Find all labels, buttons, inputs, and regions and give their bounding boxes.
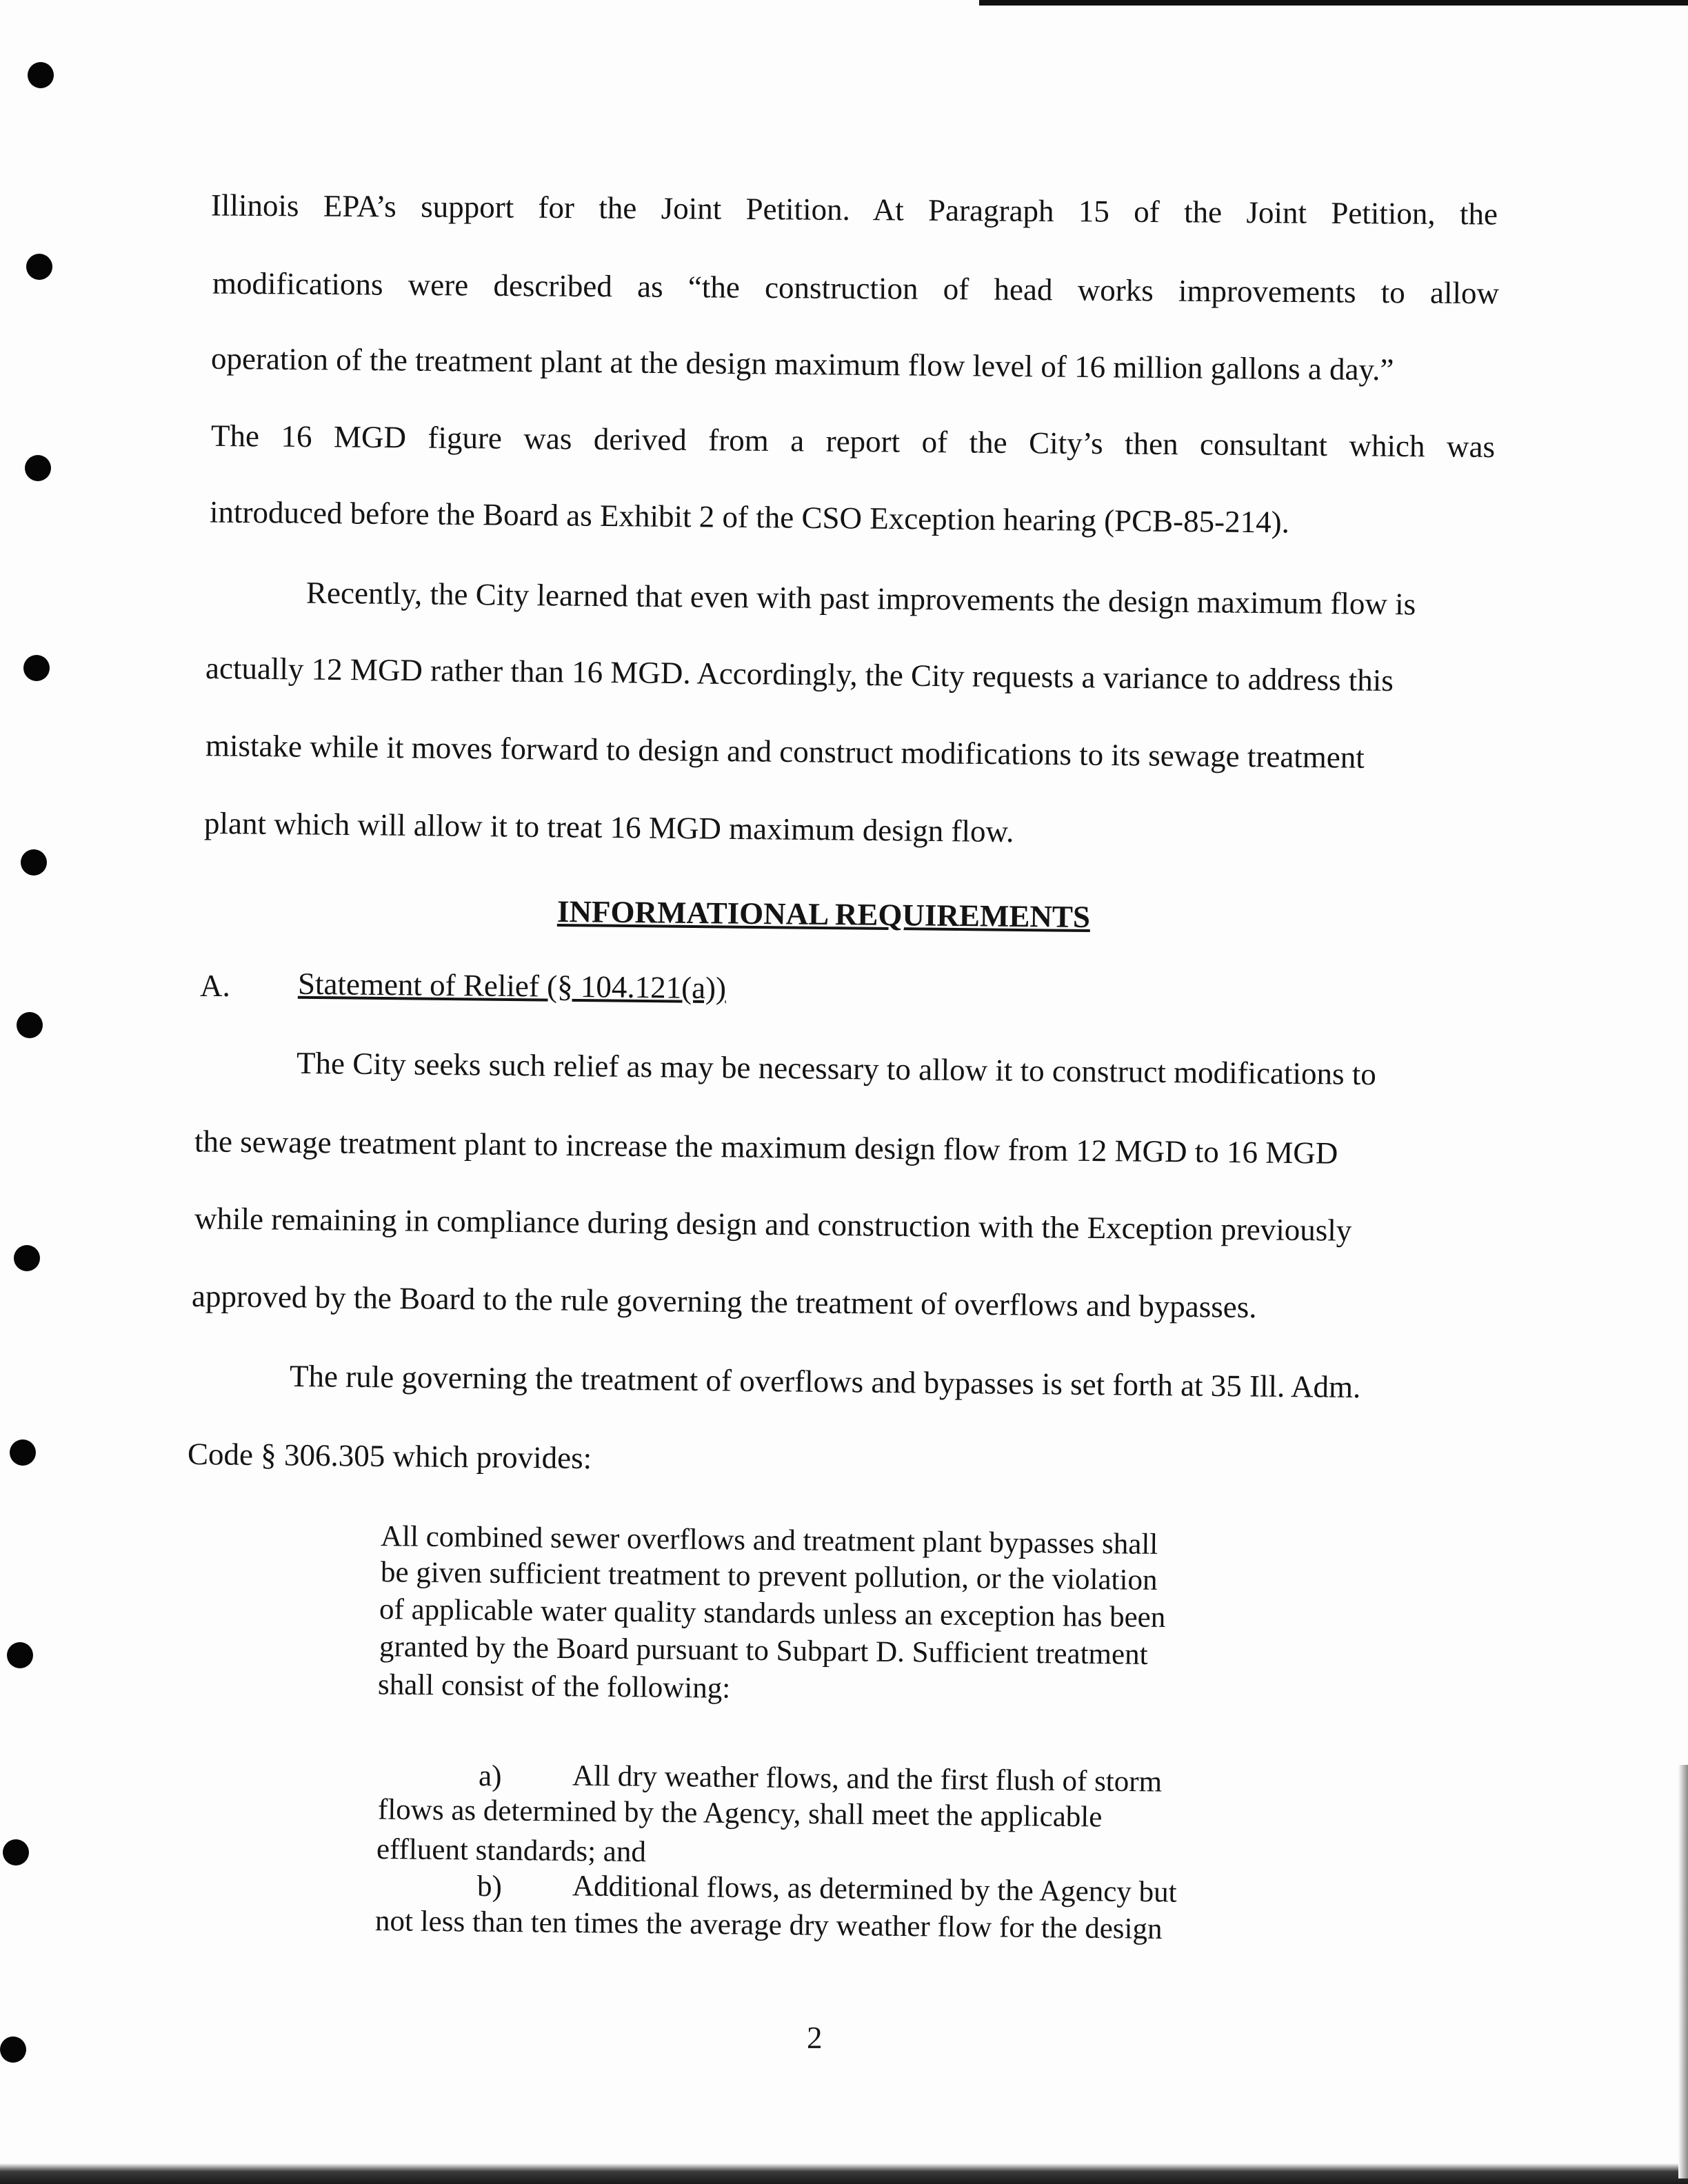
text-line: operation of the treatment plant at the design maximum flow level of 16 million gallons a day.”: [210, 341, 1394, 387]
text-line: The City seeks such relief as may be necessary to allow it to construct modifications to: [296, 1045, 1377, 1092]
quote-line: not less than ten times the average dry weather flow for the design: [374, 1905, 1163, 1945]
page-number: 2: [807, 2021, 823, 2055]
text-line: Illinois EPA’s support for the Joint Petition. At Paragraph 15 of the Joint Petition, the: [210, 188, 1498, 232]
text-line: plant which will allow it to treat 16 MGD maximum design flow.: [203, 805, 1014, 849]
text-line: mistake while it moves forward to design and construct modifications to its sewage treatment: [205, 728, 1365, 775]
punch-hole: [26, 254, 52, 280]
quote-line: flows as determined by the Agency, shall meet the applicable: [377, 1793, 1103, 1834]
list-marker: b): [477, 1870, 502, 1903]
punch-hole: [7, 1642, 33, 1668]
punch-hole: [17, 1012, 43, 1038]
punch-hole: [28, 62, 54, 88]
scan-edge-right: [1678, 1765, 1688, 2178]
quote-line: shall consist of the following:: [377, 1668, 731, 1705]
list-marker: a): [479, 1760, 502, 1792]
scan-edge-top: [979, 0, 1688, 6]
punch-hole: [21, 849, 47, 876]
section-letter: A.: [200, 969, 230, 1003]
scan-edge-bottom: [0, 2163, 1688, 2184]
text-line: Code § 306.305 which provides:: [187, 1436, 592, 1476]
punch-hole: [14, 1245, 40, 1271]
quote-line: of applicable water quality standards unless an exception has been: [379, 1593, 1166, 1634]
quote-line: All combined sewer overflows and treatment plant bypasses shall: [380, 1520, 1158, 1561]
text-line: approved by the Board to the rule governing the treatment of overflows and bypasses.: [191, 1278, 1257, 1325]
text-line: actually 12 MGD rather than 16 MGD. Accordingly, the City requests a variance to address this: [205, 650, 1394, 698]
quote-line: All dry weather flows, and the first flush of storm: [572, 1759, 1163, 1799]
quote-line: effluent standards; and: [376, 1832, 647, 1869]
punch-hole: [10, 1439, 36, 1466]
text-line: modifications were described as “the construction of head works improvements to allow: [212, 265, 1500, 311]
punch-hole: [23, 655, 50, 681]
text-line: The 16 MGD figure was derived from a report of the City’s then consultant which was: [210, 418, 1496, 465]
text-line: while remaining in compliance during design and construction with the Exception previously: [194, 1201, 1352, 1248]
quote-line: granted by the Board pursuant to Subpart D. Sufficient treatment: [379, 1630, 1148, 1671]
text-line: Recently, the City learned that even with past improvements the design maximum flow is: [305, 575, 1416, 622]
quote-line: be given sufficient treatment to prevent pollution, or the violation: [380, 1556, 1158, 1597]
text-line: introduced before the Board as Exhibit 2 of the CSO Exception hearing (PCB-85-214).: [209, 494, 1290, 540]
section-title: Statement of Relief (§ 104.121(a)): [297, 966, 727, 1006]
text-line: the sewage treatment plant to increase the maximum design flow from 12 MGD to 16 MGD: [194, 1124, 1338, 1171]
section-heading: INFORMATIONAL REQUIREMENTS: [556, 893, 1091, 935]
punch-hole: [25, 455, 51, 481]
punch-hole: [3, 1839, 29, 1866]
punch-hole: [0, 2036, 26, 2063]
text-line: The rule governing the treatment of overflows and bypasses is set forth at 35 Ill. Adm.: [289, 1358, 1361, 1405]
quote-line: Additional flows, as determined by the Agency but: [572, 1870, 1177, 1909]
